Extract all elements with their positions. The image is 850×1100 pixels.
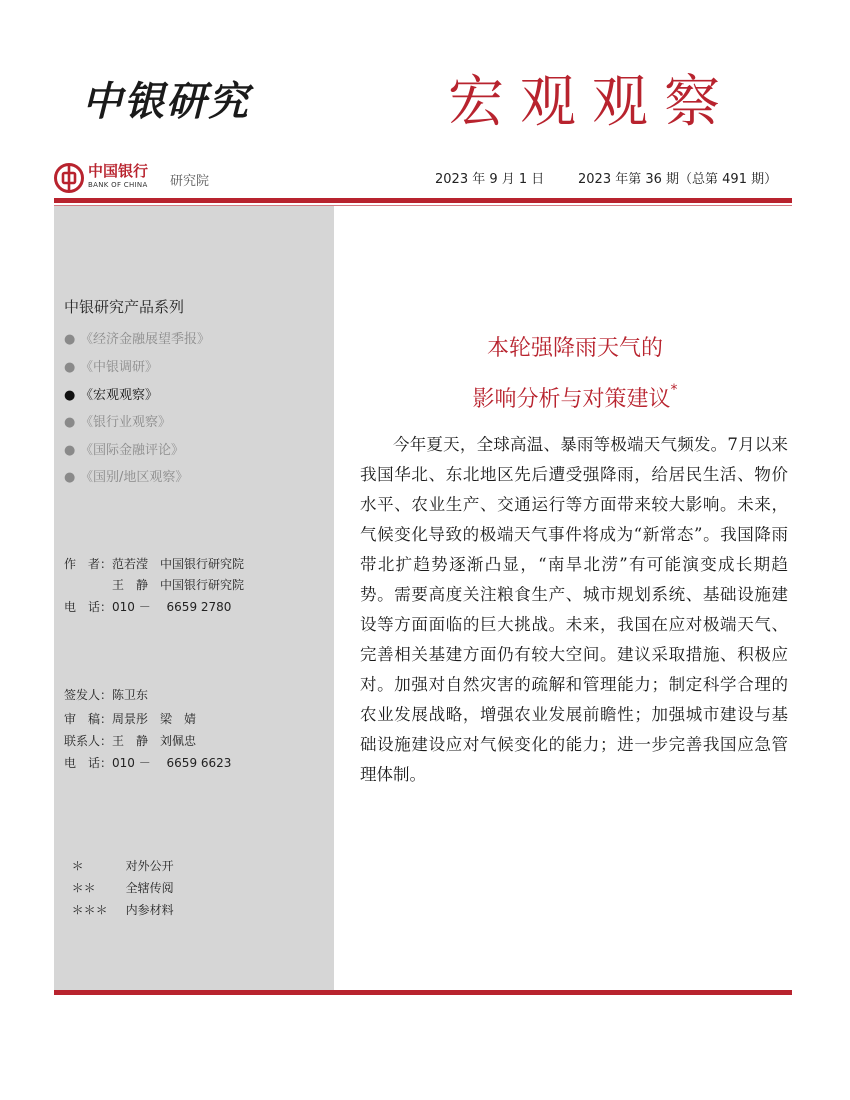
author-phone: 电 话：010 － 6659 2780 <box>64 600 232 614</box>
contact-phone: 电 话：010 － 6659 6623 <box>64 756 232 770</box>
title-footnote-mark: * <box>670 382 678 398</box>
footer-divider <box>54 990 792 995</box>
series-item-quarterly-outlook: ● 《经济金融展望季报》 <box>64 332 211 347</box>
reviewer-line: 审 稿：周景彤 梁 婧 <box>64 712 197 726</box>
header-divider <box>54 198 792 203</box>
bullet-icon: ● <box>64 360 76 375</box>
masthead-title: 宏观观察 <box>448 70 736 135</box>
legend-internal: ＊＊ 全辖传阅 <box>71 881 174 895</box>
series-item-research: ● 《中银调研》 <box>64 360 159 375</box>
bank-name-en: BANK OF CHINA <box>88 181 148 189</box>
author-line: 王 静 中国银行研究院 <box>64 578 245 592</box>
bank-of-china-logo-icon <box>54 163 84 193</box>
research-calligraphy-logo: 中银研究 <box>82 78 250 125</box>
signer-line: 签发人：陈卫东 <box>64 688 149 702</box>
series-title: 中银研究产品系列 <box>64 298 185 316</box>
author-line: 作 者：范若滢 中国银行研究院 <box>64 557 245 571</box>
series-item-country-region: ● 《国别/地区观察》 <box>64 470 189 485</box>
article-title-line1: 本轮强降雨天气的 <box>486 336 663 361</box>
bullet-icon: ● <box>64 332 76 347</box>
legend-confidential: ＊＊＊ 内参材料 <box>71 903 174 917</box>
series-item-macro-observation: ● 《宏观观察》 <box>64 388 159 403</box>
bullet-icon: ● <box>64 443 76 458</box>
department-label: 研究院 <box>170 174 210 189</box>
bullet-icon: ● <box>64 470 76 485</box>
issue-date: 2023 年 9 月 1 日 <box>435 172 545 187</box>
bullet-icon: ● <box>64 388 76 403</box>
article-summary: 今年夏天，全球高温、暴雨等极端天气频发。7月以来我国华北、东北地区先后遭受强降雨，给居民生活、物价水平、农业生产、交通运行等方面带来较大影响。未来，气候变化导致的极端天气事件将成为“新常态”。我国降雨带北扩趋势逐渐凸显，“南旱北涝”有可能演变成长期趋势。需要高度关注粮食生产、城市规划系统、基础设施建设等方面面临的巨大挑战。未来，我国在应对极端天气、完善相关基建方面仍有较大空间。建议采取措施、积极应对。加强对自然灾害的疏解和管理能力；制定科学合理的农业发展战略，增强农业发展前瞻性；加强城市建设与基础设施建设应对气候变化的能力；进一步完善我国应急管理体制。 <box>360 435 788 784</box>
series-item-international-finance: ● 《国际金融评论》 <box>64 443 185 458</box>
issue-number: 2023 年第 36 期（总第 491 期） <box>578 172 778 187</box>
bullet-icon: ● <box>64 415 76 430</box>
bank-name-cn: 中国银行 <box>88 162 149 180</box>
series-item-banking: ● 《银行业观察》 <box>64 415 172 430</box>
contact-line: 联系人：王 静 刘佩忠 <box>64 734 197 748</box>
legend-public: ＊ 对外公开 <box>71 859 174 873</box>
article-title-line2: 影响分析与对策建议* <box>472 382 678 412</box>
